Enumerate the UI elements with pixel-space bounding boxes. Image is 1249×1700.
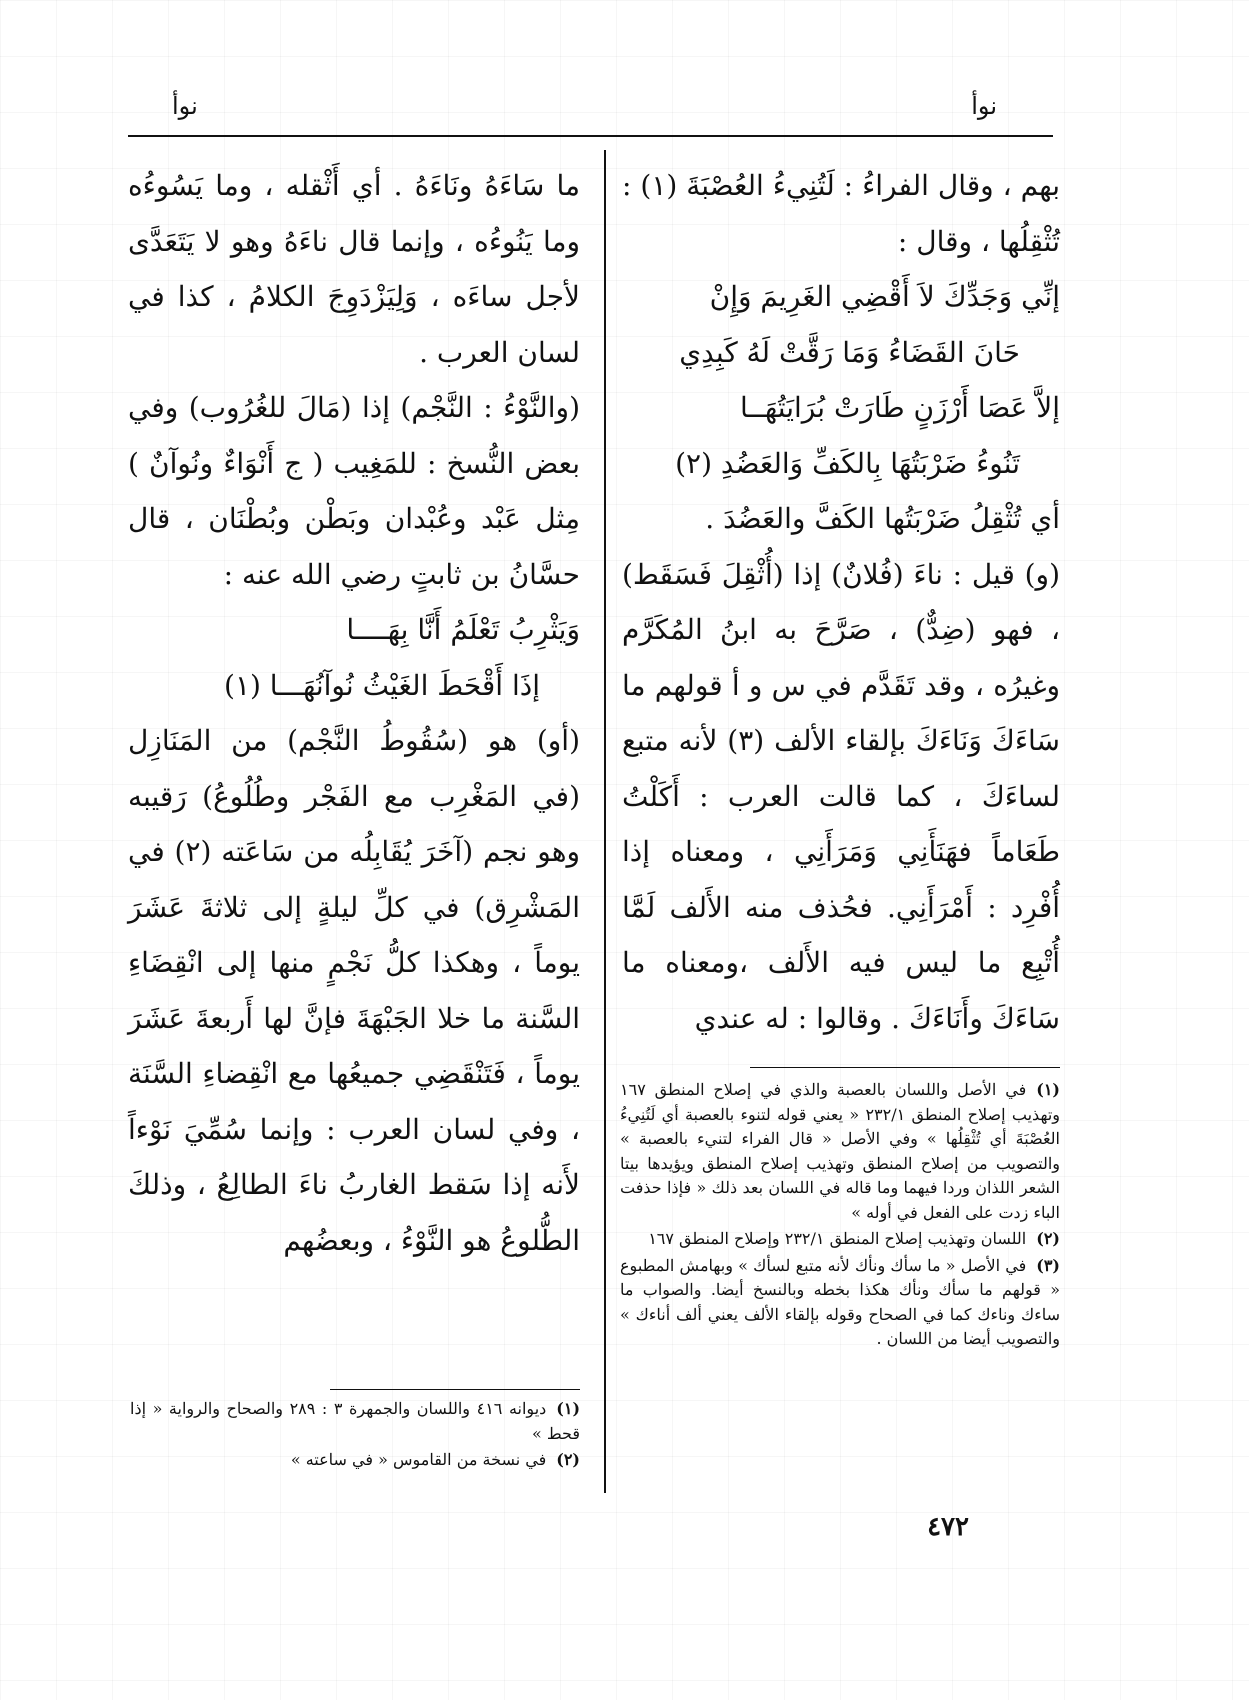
verse-line: حَانَ القَضَاءُ وَمَا رَقَّتْ لَهُ كَبِدِي: [679, 335, 1020, 369]
footnote-rule-right: [750, 1067, 1060, 1068]
footnote: [620, 1254, 1060, 1352]
footnotes-right: [620, 1078, 1060, 1354]
footnote-text: ديوانه ٤١٦ واللسان والجمهرة ٣ : ٢٨٩ والصحاح والرواية « إذا قحط »: [130, 1399, 580, 1443]
verse-line: وَيَثْرِبُ تَعْلَمُ أَنَّا بِهَــــا: [346, 613, 580, 646]
footnote: [620, 1227, 1060, 1252]
running-header-right: نوأ: [971, 92, 997, 120]
verse-line: إنِّي وَجَدِّكَ لاَ أَقْضِي الغَرِيمَ وَإِنْ: [709, 280, 1060, 313]
footnote: [130, 1397, 580, 1446]
paragraph: (أو) هو (سُقُوطُ النَّجْم) من المَنَازِل (في المَغْرِب مع الفَجْر وطُلُوعُ) رَقيبه وهو نجم (آخَرَ يُقَابِلُه من سَاعَته (٢) في المَشْرِق) في كلِّ ليلةٍ إلى ثلاثةَ عَشَرَ يوماً ، وهكذا كلُّ نَجْمٍ منها إلى انْقِضَاءِ السَّنة ما خلا الجَبْهَةَ فإنَّ لها أَربعةَ عَشَرَ يوماً ، فَتَنْقَضِي جميعُها مع انْقِضاءِ السَّنَة ، وفي لسان العرب : وإنما سُمِّيَ نَوْءاً لأَنه إذا سَقط الغاربُ ناءَ الطالِعُ ، وذلكَ الطُّلوعُ هو النَّوْءُ ، وبعضُهم: [128, 724, 581, 1257]
footnote-rule-left: [330, 1389, 580, 1390]
footnote-number: (٣): [1036, 1255, 1060, 1275]
paragraph: ما سَاءَهُ ونَاءَهُ . أي أَثْقله ، وما يَسُوءُه وما يَنُوءُه ، وإنما قال ناءَهُ وهو لا يَتَعَدَّى لأجل ساءَه ، وَلِيَزْدَوِجَ الكلامُ ، كذا في لسان العرب .: [128, 169, 580, 369]
paragraph: أي تُثْقِلُ ضَرْبَتُها الكَفَّ والعَضُدَ .: [705, 502, 1060, 535]
footnote-number: (١): [1036, 1080, 1060, 1099]
paragraph: (والنَّوْءُ : النَّجْم) إذا (مَالَ للغُرُوب) وفي بعض النُّسخ : للمَغِيب ( ج أَنْوَاءٌ ونُوآنٌ ) مِثل عَبْد وعُبْدان وبَطْن وبُطْنَان ، قال حسَّانُ بن ثابتٍ رضي الله عنه :: [128, 391, 580, 591]
right-column: [622, 158, 1060, 1046]
paragraph: (و) قيل : ناءَ (فُلانٌ) إذا (أُثْقِلَ فَسَقَط) ، فهو (ضِدٌّ) ، صَرَّحَ به ابنُ المُكَرَّم وغيرُه ، وقد تَقَدَّم في س و أ قولهم ما سَاءَكَ وَنَاءَكَ بإلقاء الألف (٣) لأنه متبع لساءَكَ ، كما قالت العرب : أَكَلْتُ طَعَاماً فهَنَأَنِي وَمَرَأَنِي ، ومعناه إذا أُفْرِد : أَمْرَأَنِي. فحُذف منه الأَلف لَمَّا أُتْبِع ما ليس فيه الأَلف ،ومعناه ما سَاءَكَ وأَنَاءَكَ . وقالوا : له عندي: [622, 557, 1060, 1035]
footnote-number: (١): [556, 1399, 581, 1418]
verse-line: إلاَّ عَصَا أَرْزَنٍ طَارَتْ بُرَايَتُهَــا: [739, 391, 1060, 424]
footnote-number: (٢): [556, 1450, 580, 1469]
verse-line: إذَا أَقْحَطَ الغَيْثُ نُوآنُهَـــا (١): [224, 668, 540, 702]
footnotes-left: [130, 1397, 580, 1475]
footnote-text: في الأصل « ما سأك ونأك لأنه متبع لسأك » وبهامش المطبوع « قولهم ما سأك ونأك هكذا بخطه وبالنسخ أيضا. والصواب ما ساءك وناءك كما في الصحاح وقوله بإلقاء الألف يعني ألف أناءك » والتصويب أيضا من اللسان .: [620, 1255, 1061, 1348]
column-divider: [604, 150, 606, 1493]
footnote-text: في نسخة من القاموس « في ساعته »: [290, 1450, 547, 1469]
page-number: ٤٧٢: [927, 1512, 969, 1542]
footnote-text: اللسان وتهذيب إصلاح المنطق ٢٣٢/١ وإصلاح المنطق ١٦٧: [648, 1229, 1027, 1248]
running-header-left: نوأ: [172, 92, 198, 120]
header-rule: [128, 135, 1053, 137]
paragraph: بهم ، وقال الفراءُ : لَتُنِيءُ العُصْبَةَ (١) : تُثْقِلُها ، وقال :: [622, 169, 1060, 258]
left-column: [128, 158, 580, 1268]
footnote-text: في الأصل واللسان بالعصبة والذي في إصلاح المنطق ١٦٧ وتهذيب إصلاح المنطق ٢٣٢/١ « يعني قوله لتنوء بالعصبة أي لَتُنِيءُ العُصْبَةَ أي تُثْقِلُها » وفي الأصل « قال الفراء لتنيء بالعصبة » والتصويب من إصلاح المنطق وتهذيب إصلاح المنطق ويؤيدها بيتا الشعر اللذان وردا فيهما وما قاله في اللسان بعد ذلك « فإذا حذفت الباء زدت على الفعل في أوله »: [620, 1080, 1060, 1222]
verse-line: تَنُوءُ ضَرْبَتُهَا بِالكَفِّ وَالعَضُدِ (٢): [675, 446, 1020, 480]
footnote-number: (٢): [1036, 1229, 1060, 1248]
footnote: [620, 1078, 1060, 1225]
footnote: [130, 1448, 580, 1473]
